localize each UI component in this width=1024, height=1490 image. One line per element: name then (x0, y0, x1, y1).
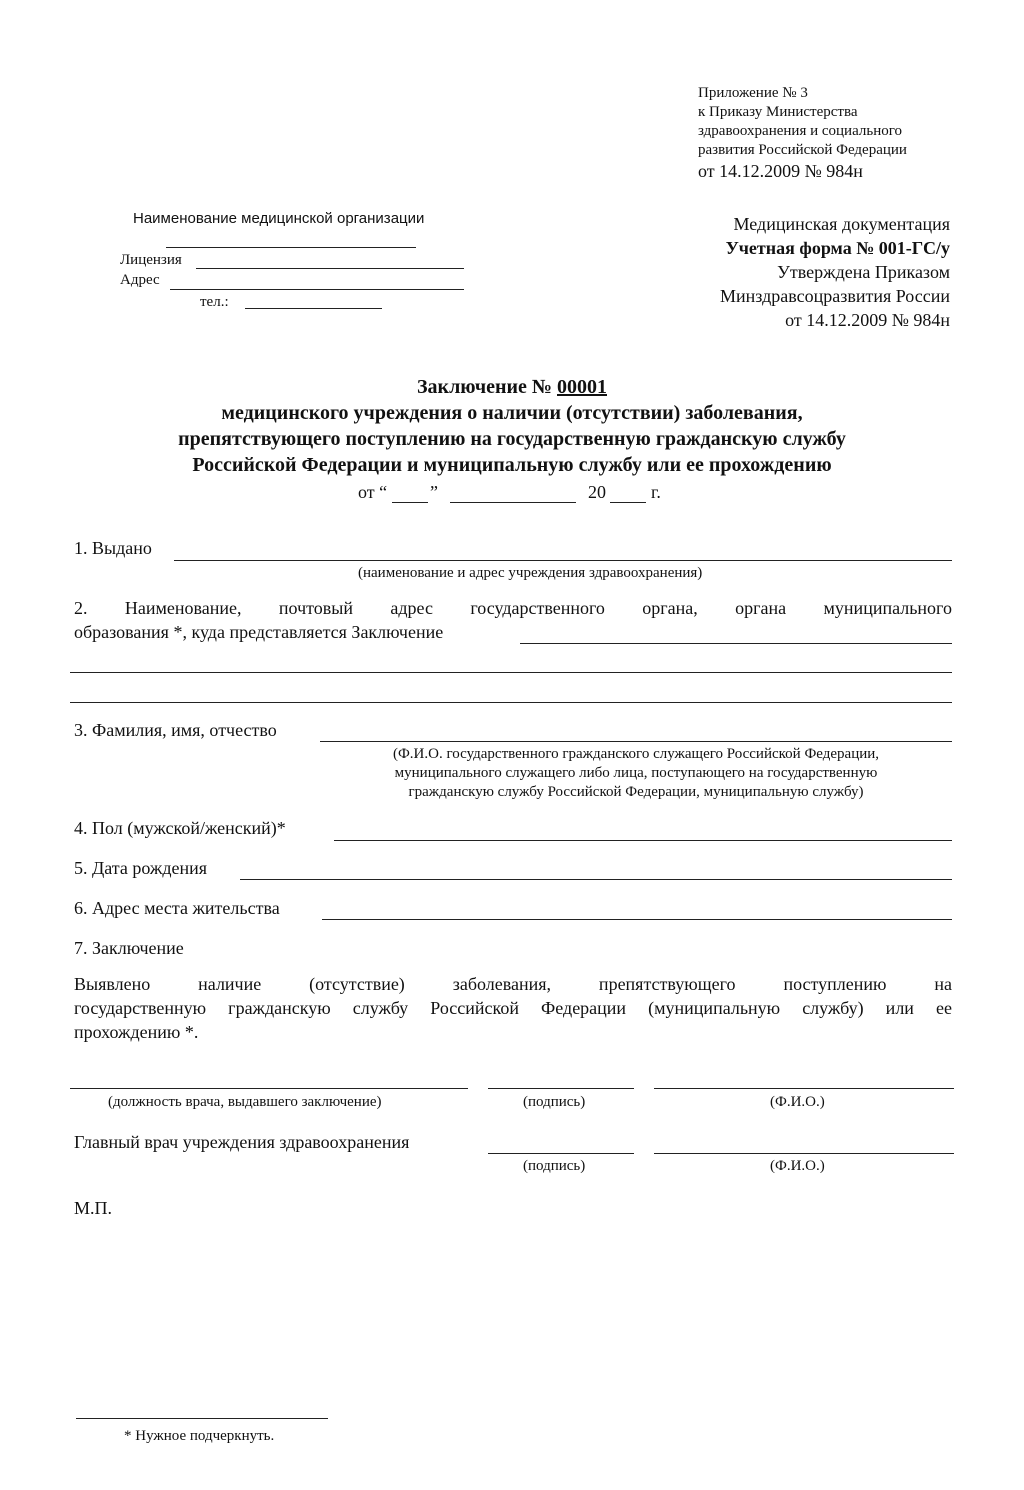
sex-label: 4. Пол (мужской/женский)* (74, 818, 286, 838)
date-from-label: от “ (358, 482, 388, 502)
phone-field[interactable] (245, 308, 382, 309)
issued-field[interactable] (174, 560, 952, 561)
date-year-suffix: г. (651, 482, 661, 502)
form-info-line: Утверждена Приказом (777, 262, 950, 282)
date-month-field[interactable] (450, 502, 576, 503)
appendix-line: к Приказу Министерства (698, 104, 858, 120)
address-label: Адрес (120, 272, 160, 288)
conclusion-text-line1: Выявлено наличие (отсутствие) заболевания, препятствующего поступлению на (74, 974, 952, 994)
phone-label: тел.: (200, 294, 229, 310)
appendix-line: развития Российской Федерации (698, 142, 907, 158)
body-name-field[interactable] (520, 643, 952, 644)
residence-label: 6. Адрес места жительства (74, 898, 280, 918)
date-quote: ” (430, 482, 438, 502)
form-info-block (620, 212, 950, 332)
fio-hint (320, 745, 952, 802)
body-name-field-2[interactable] (70, 672, 952, 673)
chief-signature-field[interactable] (488, 1153, 634, 1154)
doctor-signature-field[interactable] (488, 1088, 634, 1089)
conclusion-text-line3: прохождению *. (74, 1022, 199, 1042)
fio-label: 3. Фамилия, имя, отчество (74, 720, 277, 740)
dob-label: 5. Дата рождения (74, 858, 208, 878)
sex-field[interactable] (334, 840, 952, 841)
signature-hint: (подпись) (523, 1094, 586, 1110)
title-line-1 (60, 374, 964, 400)
residence-field[interactable] (322, 919, 952, 920)
title-line-2: медицинского учреждения о наличии (отсутствии) заболевания, (221, 402, 803, 424)
title-line-4: Российской Федерации и муниципальную службу или ее прохождению (192, 454, 832, 476)
appendix-line: Приложение № 3 (698, 85, 808, 101)
doctor-fio-field[interactable] (654, 1088, 954, 1089)
form-info-line: Минздравсоцразвития России (720, 286, 950, 306)
title-line-3: препятствующего поступлению на государственную гражданскую службу (178, 428, 846, 450)
license-label: Лицензия (120, 252, 182, 268)
appendix-line: здравоохранения и социального (698, 123, 903, 139)
appendix-order: от 14.12.2009 № 984н (698, 161, 863, 181)
date-day-field[interactable] (392, 502, 428, 503)
stamp-label: М.П. (74, 1198, 113, 1218)
doctor-position-field[interactable] (70, 1088, 468, 1089)
date-year-prefix: 20 (588, 482, 606, 502)
form-info-line: Медицинская документация (733, 214, 950, 234)
footnote-divider (76, 1418, 328, 1419)
chief-fio-field[interactable] (654, 1153, 954, 1154)
issued-label: 1. Выдано (74, 538, 152, 558)
form-number: Учетная форма № 001-ГС/у (725, 238, 950, 258)
issued-hint: (наименование и адрес учреждения здравоохранения) (358, 565, 703, 581)
chief-doctor-label: Главный врач учреждения здравоохранения (74, 1132, 410, 1152)
item2-line2: образования *, куда представляется Заключение (74, 622, 444, 642)
fio-field[interactable] (320, 741, 952, 742)
chief-fio-hint: (Ф.И.О.) (770, 1158, 825, 1174)
org-name-line[interactable] (166, 247, 416, 248)
document-title (60, 374, 964, 478)
appendix-block (698, 84, 907, 181)
conclusion-label: 7. Заключение (74, 938, 184, 958)
conclusion-number: 00001 (557, 376, 607, 398)
license-field[interactable] (196, 268, 464, 269)
title-prefix: Заключение № (417, 376, 557, 398)
fio-hint-line: (Ф.И.О. государственного гражданского служащего Российской Федерации, (392, 746, 880, 762)
org-title: Наименование медицинской организации (133, 210, 425, 227)
chief-signature-hint: (подпись) (523, 1158, 586, 1174)
address-field[interactable] (170, 289, 464, 290)
fio-hint-line: гражданскую службу Российской Федерации, муниципальную службу) (408, 784, 864, 800)
conclusion-text-line2: государственную гражданскую службу Российской Федерации (муниципальную службу) или ее (74, 998, 952, 1018)
fio-hint: (Ф.И.О.) (770, 1094, 825, 1110)
body-name-field-3[interactable] (70, 702, 952, 703)
date-year-field[interactable] (610, 502, 646, 503)
doctor-position-hint: (должность врача, выдавшего заключение) (108, 1094, 382, 1110)
fio-hint-line: муниципального служащего либо лица, поступающего на государственную (394, 765, 878, 781)
item2-line1: 2. Наименование, почтовый адрес государственного органа, органа муниципального (74, 598, 952, 618)
dob-field[interactable] (240, 879, 952, 880)
footnote-text: * Нужное подчеркнуть. (124, 1428, 275, 1444)
form-info-line: от 14.12.2009 № 984н (785, 310, 950, 330)
